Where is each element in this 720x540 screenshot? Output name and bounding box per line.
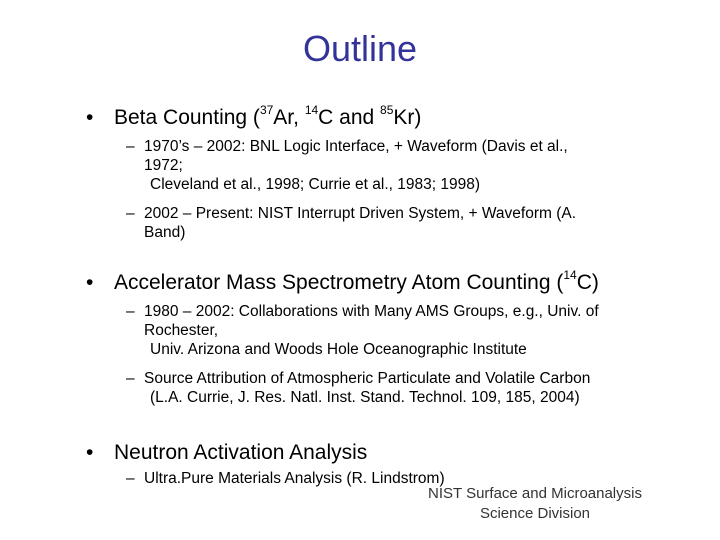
slide-title: Outline: [302, 28, 418, 69]
bullet-marker: •: [86, 106, 94, 129]
subitem-line: Band): [144, 224, 186, 241]
subitem-line: (L.A. Currie, J. Res. Natl. Inst. Stand. Technol. 109, 185, 2004): [150, 389, 580, 406]
subitem-line: 1970’s – 2002: BNL Logic Interface, + Waveform (Davis et al.,: [144, 138, 568, 155]
bullet-text: Beta Counting ($^{37}$Ar, $^{14}$C and $^{85}$Kr): [114, 103, 422, 129]
subitem-line: 1980 – 2002: Collaborations with Many AMS Groups, e.g., Univ. of: [144, 303, 599, 320]
subitem-line: Rochester,: [144, 322, 219, 339]
dash-marker: –: [126, 303, 135, 320]
footer-line: Science Division: [479, 505, 591, 522]
subitem-line: Ultra.Pure Materials Analysis (R. Lindstrom): [144, 470, 445, 487]
bullet-text: Accelerator Mass Spectrometry Atom Counting ($^{14}$C): [114, 268, 599, 294]
dash-marker: –: [126, 138, 135, 155]
subitem-line: 2002 – Present: NIST Interrupt Driven System, + Waveform (A.: [144, 205, 577, 222]
dash-marker: –: [126, 370, 135, 387]
subitem-line: Cleveland et al., 1998; Currie et al., 1983; 1998): [150, 176, 481, 193]
subitem-line: Univ. Arizona and Woods Hole Oceanographic Institute: [150, 341, 527, 358]
subitem-line: Source Attribution of Atmospheric Particulate and Volatile Carbon: [144, 370, 591, 387]
bullet-text: Neutron Activation Analysis: [114, 441, 368, 464]
dash-marker: –: [126, 470, 135, 487]
footer-division: [410, 484, 660, 524]
bullet-marker: •: [86, 441, 94, 464]
subitem-line: 1972;: [144, 157, 183, 174]
dash-marker: –: [126, 205, 135, 222]
bullet-marker: •: [86, 271, 94, 294]
footer-line: NIST Surface and Microanalysis: [428, 485, 642, 502]
